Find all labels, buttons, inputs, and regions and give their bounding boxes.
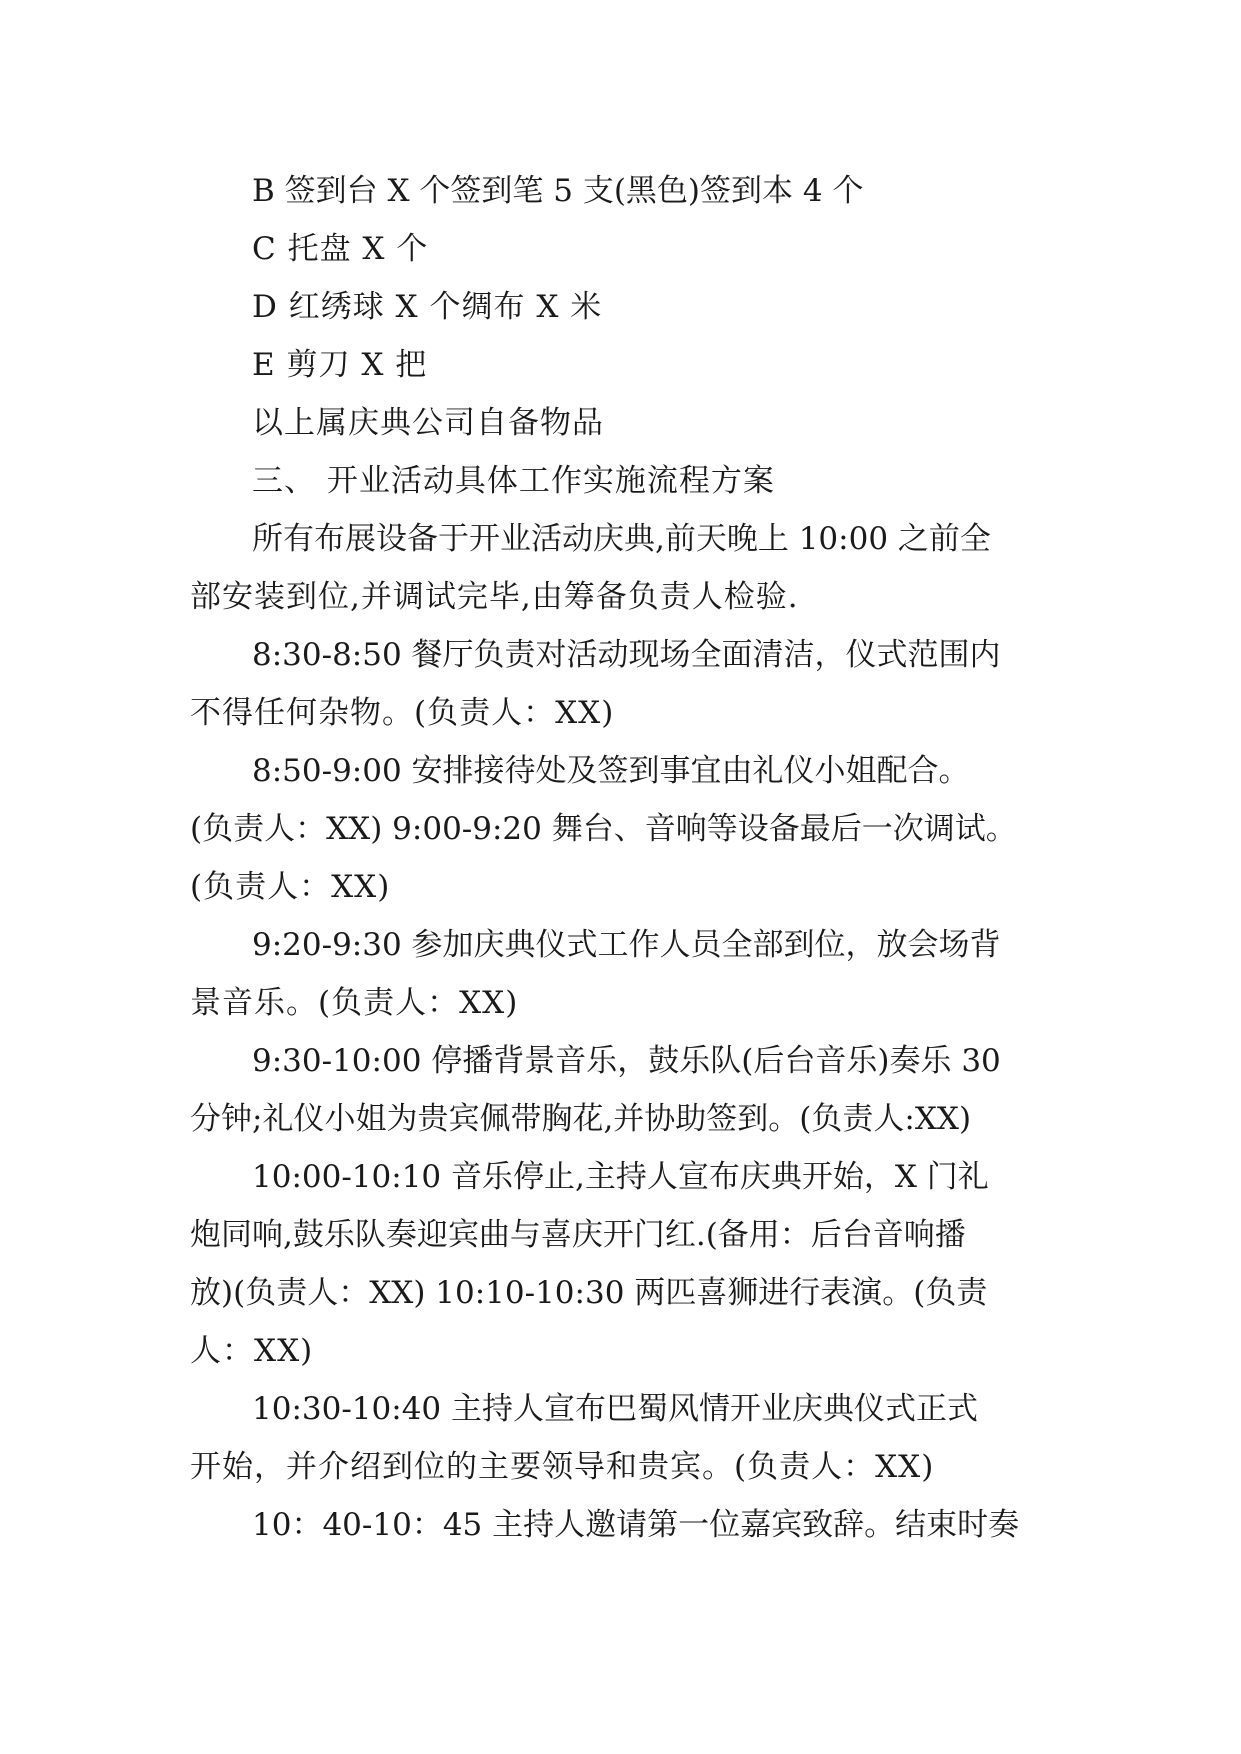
text-line: 9:20-9:30 参加庆典仪式工作人员全部到位，放会场背	[252, 927, 1001, 963]
text-line: C 托盘 X 个	[252, 231, 429, 267]
text-line: 人：XX)	[190, 1333, 314, 1369]
text-line: 放)(负责人：XX) 10:10-10:30 两匹喜狮进行表演。(负责	[190, 1275, 988, 1311]
text-line: (负责人：XX) 9:00-9:20 舞台、音响等设备最后一次调试。	[190, 811, 1017, 847]
text-line: 9:30-10:00 停播背景音乐，鼓乐队(后台音乐)奏乐 30	[252, 1043, 1001, 1079]
text-line: 所有布展设备于开业活动庆典,前天晚上 10:00 之前全	[252, 521, 991, 557]
text-line: (负责人：XX)	[190, 869, 391, 905]
text-line: 分钟;礼仪小姐为贵宾佩带胸花,并协助签到。(负责人:XX)	[190, 1101, 972, 1137]
text-line: 景音乐。(负责人：XX)	[190, 985, 519, 1021]
text-line: 10:00-10:10 音乐停止,主持人宣布庆典开始，X 门礼	[252, 1159, 989, 1195]
text-line: 炮同响,鼓乐队奏迎宾曲与喜庆开门红.(备用：后台音响播	[190, 1217, 966, 1253]
text-line: 8:50-9:00 安排接待处及签到事宜由礼仪小姐配合。	[252, 753, 970, 789]
text-line: 8:30-8:50 餐厅负责对活动现场全面清洁，仪式范围内	[252, 637, 1001, 673]
text-line: 三、 开业活动具体工作实施流程方案	[252, 463, 775, 499]
text-line: 以上属庆典公司自备物品	[252, 405, 604, 441]
text-line: 部安装到位,并调试完毕,由筹备负责人检验.	[190, 579, 799, 615]
text-line: 开始，并介绍到位的主要领导和贵宾。(负责人：XX)	[190, 1449, 935, 1485]
text-line: 不得任何杂物。(负责人：XX)	[190, 695, 615, 731]
text-line: 10:30-10:40 主持人宣布巴蜀风情开业庆典仪式正式	[252, 1391, 979, 1427]
text-line: D 红绣球 X 个绸布 X 米	[252, 289, 603, 325]
text-line: B 签到台 X 个签到笔 5 支(黑色)签到本 4 个	[252, 173, 864, 209]
document-body	[190, 162, 1070, 1554]
text-line: 10：40-10：45 主持人邀请第一位嘉宾致辞。结束时奏	[252, 1507, 1020, 1543]
text-line: E 剪刀 X 把	[252, 347, 428, 383]
